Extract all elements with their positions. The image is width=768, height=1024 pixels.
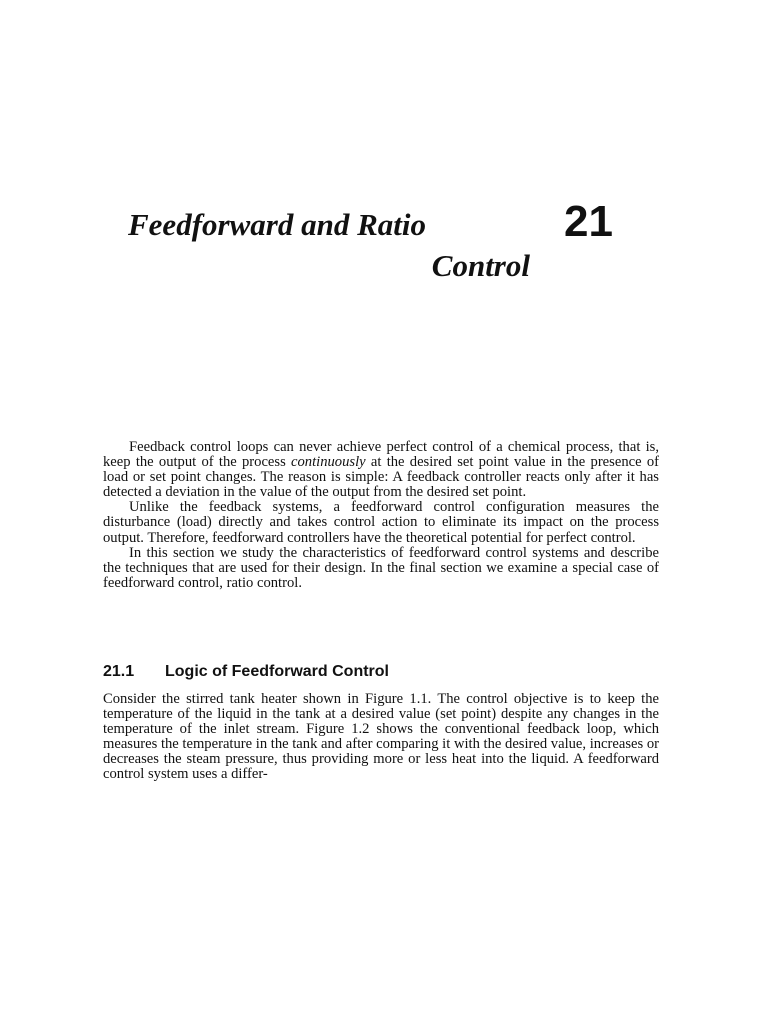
intro-paragraph-3: In this section we study the characteristics of feedforward control systems and describe the techniques that are used for their design. In the final section we examine a special case of feedforward control, ratio control. [103, 544, 659, 591]
intro-paragraph-2: Unlike the feedback systems, a feedforward control configuration measures the disturbance (load) directly and takes control action to eliminate its impact on the process output. Therefore, feedforward controllers have the theoretical potential for perfect control. [103, 499, 659, 546]
section-title: Logic of Feedforward Control [165, 663, 389, 680]
chapter-title-line1: Feedforward and Ratio [128, 207, 426, 242]
intro-paragraph-1-start: Feedback control loops can never achieve perfect control of a chemical process, that is, keep the output of the process [103, 439, 659, 471]
section-number: 21.1 [103, 663, 135, 680]
intro-paragraph-1-end: at the desired set point value in the presence of load or set point changes. The reason is simple: A feedback controller reacts only after it has detected a deviation in the value of the output from the desired set point. [103, 454, 659, 501]
chapter-title [128, 204, 538, 286]
intro-emphasis: continuously [291, 454, 366, 471]
intro-text [103, 440, 659, 591]
section-paragraph: Consider the stirred tank heater shown in Figure 1.1. The control objective is to keep the temperature of the liquid in the tank at a desired value (set point) despite any changes in the temperature of the inlet stream. Figure 1.2 shows the conventional feedback loop, which measures the temperature in the tank and after comparing it with the desired value, increases or decreases the steam pressure, thus providing more or less heat into the liquid. A feedforward control system uses a differ- [103, 691, 659, 783]
intro-paragraph-1 [103, 440, 659, 500]
section-heading [103, 662, 389, 682]
section-text [103, 692, 659, 783]
chapter-number: 21 [564, 197, 613, 246]
chapter-title-line2: Control [431, 248, 530, 283]
